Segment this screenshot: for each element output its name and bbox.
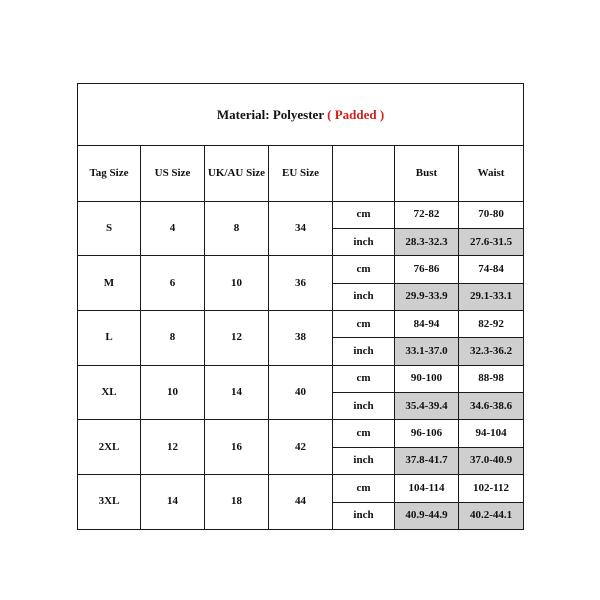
bust-inch-cell: 29.9-33.9 bbox=[395, 283, 459, 310]
us-size-cell: 6 bbox=[141, 256, 205, 311]
table-row bbox=[78, 256, 524, 283]
eu-size-cell: 44 bbox=[269, 475, 333, 530]
eu-size-cell: 34 bbox=[269, 201, 333, 256]
tag-size-cell: XL bbox=[78, 365, 141, 420]
unit-cm-cell: cm bbox=[333, 365, 395, 392]
size-chart bbox=[77, 83, 523, 530]
ukau-size-cell: 8 bbox=[205, 201, 269, 256]
bust-cm-cell: 84-94 bbox=[395, 311, 459, 338]
header-ukau-size: UK/AU Size bbox=[205, 145, 269, 201]
size-table bbox=[77, 83, 524, 530]
header-unit bbox=[333, 145, 395, 201]
bust-cm-cell: 96-106 bbox=[395, 420, 459, 447]
ukau-size-cell: 16 bbox=[205, 420, 269, 475]
eu-size-cell: 40 bbox=[269, 365, 333, 420]
waist-inch-cell: 37.0-40.9 bbox=[459, 447, 524, 474]
table-row bbox=[78, 201, 524, 228]
tag-size-cell: S bbox=[78, 201, 141, 256]
header-bust: Bust bbox=[395, 145, 459, 201]
unit-cm-cell: cm bbox=[333, 475, 395, 502]
ukau-size-cell: 12 bbox=[205, 311, 269, 366]
waist-cm-cell: 82-92 bbox=[459, 311, 524, 338]
ukau-size-cell: 14 bbox=[205, 365, 269, 420]
padded-label: ( Padded ) bbox=[327, 106, 385, 122]
waist-cm-cell: 74-84 bbox=[459, 256, 524, 283]
waist-cm-cell: 102-112 bbox=[459, 475, 524, 502]
ukau-size-cell: 10 bbox=[205, 256, 269, 311]
waist-cm-cell: 88-98 bbox=[459, 365, 524, 392]
us-size-cell: 14 bbox=[141, 475, 205, 530]
tag-size-cell: 2XL bbox=[78, 420, 141, 475]
eu-size-cell: 42 bbox=[269, 420, 333, 475]
bust-inch-cell: 35.4-39.4 bbox=[395, 393, 459, 420]
unit-inch-cell: inch bbox=[333, 228, 395, 255]
tag-size-cell: L bbox=[78, 311, 141, 366]
unit-inch-cell: inch bbox=[333, 393, 395, 420]
bust-inch-cell: 28.3-32.3 bbox=[395, 228, 459, 255]
table-row bbox=[78, 420, 524, 447]
unit-inch-cell: inch bbox=[333, 447, 395, 474]
table-row bbox=[78, 475, 524, 502]
tag-size-cell: 3XL bbox=[78, 475, 141, 530]
unit-inch-cell: inch bbox=[333, 502, 395, 529]
unit-cm-cell: cm bbox=[333, 201, 395, 228]
waist-inch-cell: 27.6-31.5 bbox=[459, 228, 524, 255]
us-size-cell: 8 bbox=[141, 311, 205, 366]
waist-cm-cell: 70-80 bbox=[459, 201, 524, 228]
header-tag-size: Tag Size bbox=[78, 145, 141, 201]
unit-inch-cell: inch bbox=[333, 283, 395, 310]
bust-inch-cell: 33.1-37.0 bbox=[395, 338, 459, 365]
table-title bbox=[78, 84, 524, 146]
table-row bbox=[78, 365, 524, 392]
bust-cm-cell: 90-100 bbox=[395, 365, 459, 392]
us-size-cell: 10 bbox=[141, 365, 205, 420]
waist-inch-cell: 40.2-44.1 bbox=[459, 502, 524, 529]
eu-size-cell: 38 bbox=[269, 311, 333, 366]
bust-cm-cell: 76-86 bbox=[395, 256, 459, 283]
unit-cm-cell: cm bbox=[333, 311, 395, 338]
waist-cm-cell: 94-104 bbox=[459, 420, 524, 447]
waist-inch-cell: 29.1-33.1 bbox=[459, 283, 524, 310]
material-label: Material: Polyester bbox=[216, 106, 324, 122]
header-eu-size: EU Size bbox=[269, 145, 333, 201]
unit-cm-cell: cm bbox=[333, 256, 395, 283]
header-row bbox=[78, 145, 524, 201]
us-size-cell: 4 bbox=[141, 201, 205, 256]
unit-inch-cell: inch bbox=[333, 338, 395, 365]
bust-cm-cell: 104-114 bbox=[395, 475, 459, 502]
waist-inch-cell: 32.3-36.2 bbox=[459, 338, 524, 365]
ukau-size-cell: 18 bbox=[205, 475, 269, 530]
us-size-cell: 12 bbox=[141, 420, 205, 475]
header-waist: Waist bbox=[459, 145, 524, 201]
waist-inch-cell: 34.6-38.6 bbox=[459, 393, 524, 420]
table-row bbox=[78, 311, 524, 338]
unit-cm-cell: cm bbox=[333, 420, 395, 447]
eu-size-cell: 36 bbox=[269, 256, 333, 311]
tag-size-cell: M bbox=[78, 256, 141, 311]
header-us-size: US Size bbox=[141, 145, 205, 201]
bust-cm-cell: 72-82 bbox=[395, 201, 459, 228]
bust-inch-cell: 40.9-44.9 bbox=[395, 502, 459, 529]
bust-inch-cell: 37.8-41.7 bbox=[395, 447, 459, 474]
